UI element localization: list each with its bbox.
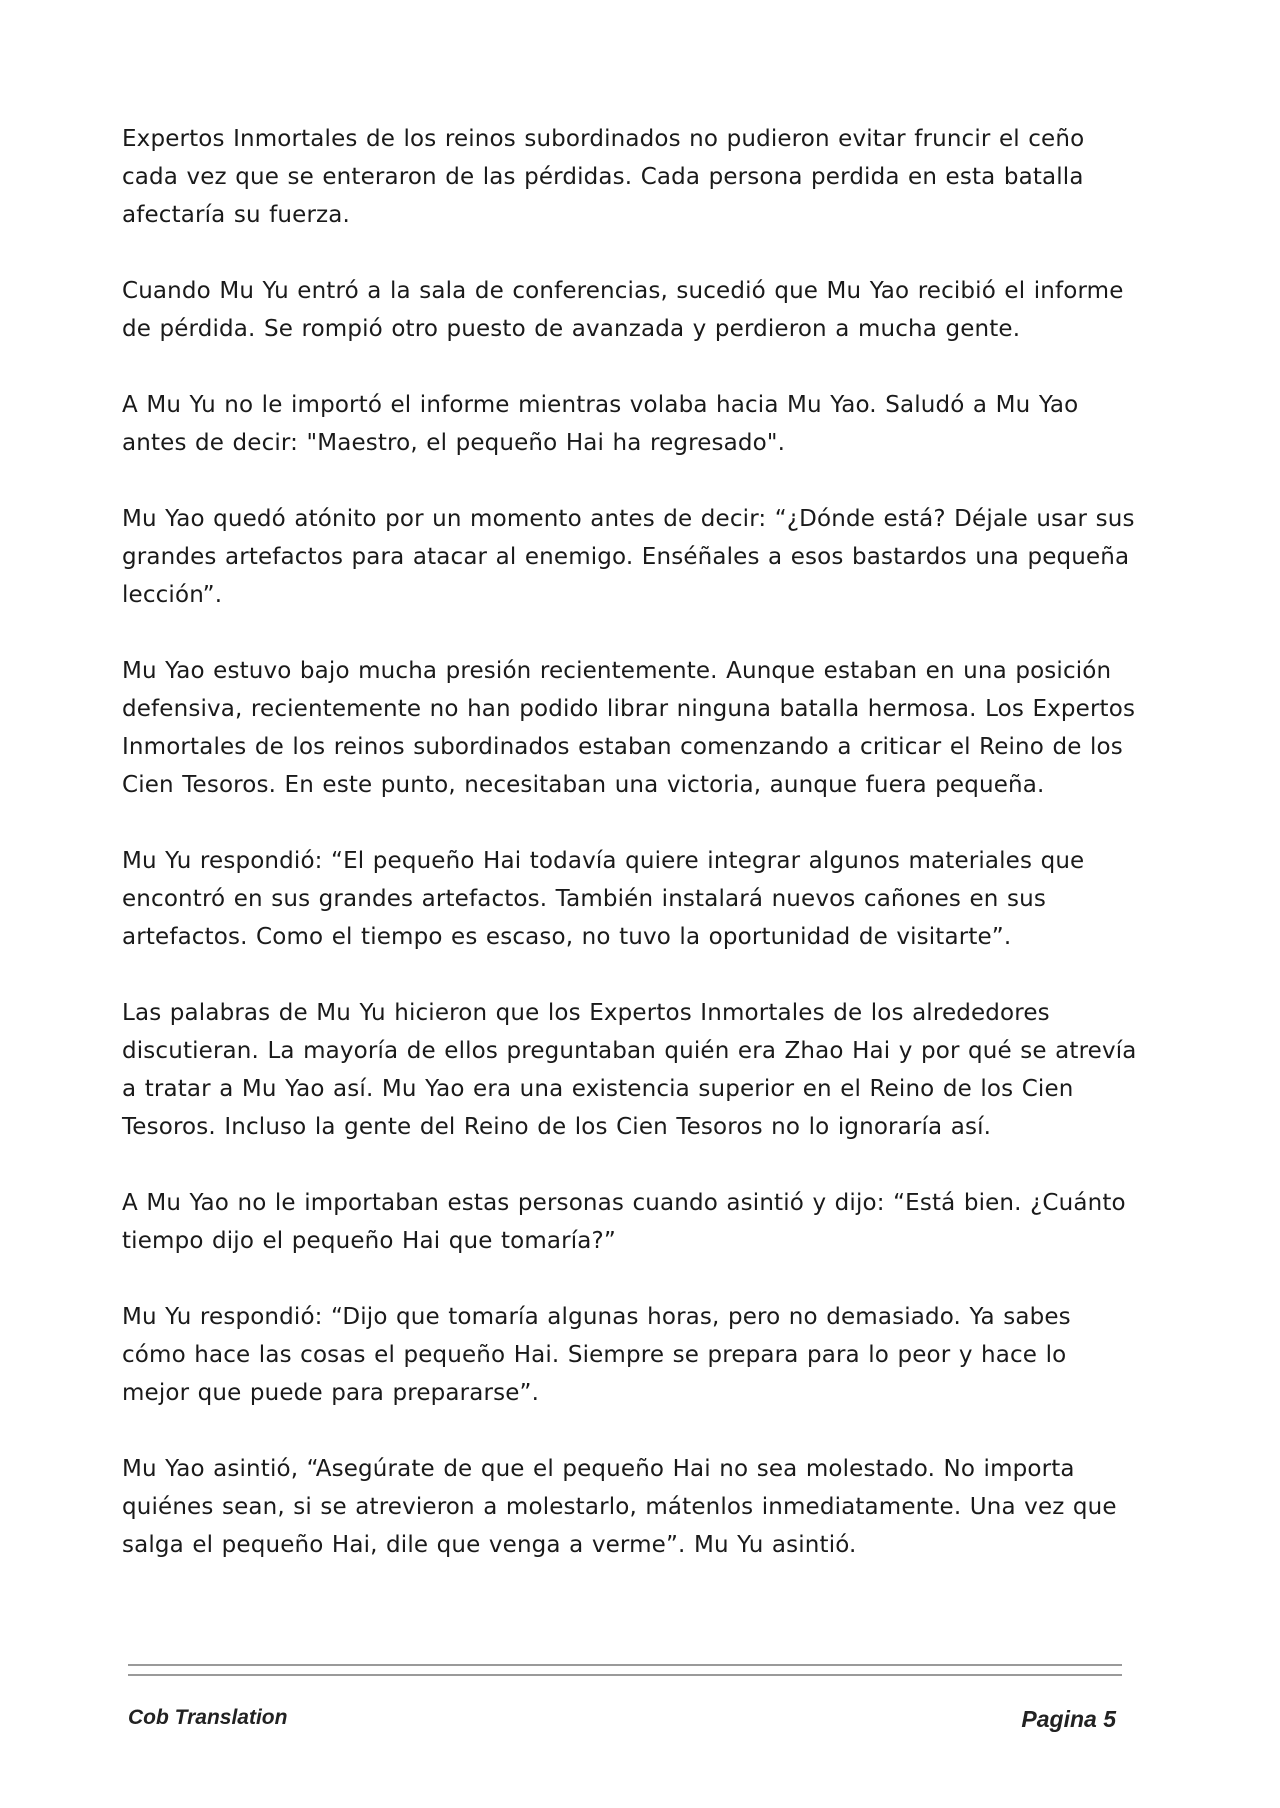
paragraph: Cuando Mu Yu entró a la sala de conferencias, sucedió que Mu Yao recibió el informe de pérdida. Se rompió otro puesto de avanzada y perdieron a mucha gente. (122, 278, 1124, 342)
paragraph: Mu Yao asintió, “Asegúrate de que el pequeño Hai no sea molestado. No importa quiénes sean, si se atrevieron a molestarlo, mátenlos inmediatamente. Una vez que salga el pequeño Hai, dile que venga a verme”. Mu Yu asintió. (122, 1456, 1117, 1558)
paragraph: Mu Yu respondió: “El pequeño Hai todavía quiere integrar algunos materiales que encontró en sus grandes artefactos. También instalará nuevos cañones en sus artefactos. Como el tiempo es escaso, no tuvo la oportunidad de visitarte”. (122, 848, 1085, 950)
footer-divider-bottom (128, 1674, 1122, 1676)
paragraph: Mu Yao quedó atónito por un momento antes de decir: “¿Dónde está? Déjale usar sus grandes artefactos para atacar al enemigo. Enséñales a esos bastardos una pequeña lección”. (122, 506, 1135, 608)
paragraph: Mu Yao estuvo bajo mucha presión recientemente. Aunque estaban en una posición defensiva, recientemente no han podido librar ninguna batalla hermosa. Los Expertos Inmortales de los reinos subordinados estaban comenzando a criticar el Reino de los Cien Tesoros. En este punto, necesitaban una victoria, aunque fuera pequeña. (122, 658, 1136, 798)
body-text (122, 120, 1137, 1602)
footer-page-number: Pagina 5 (1021, 1706, 1116, 1732)
paragraph: Mu Yu respondió: “Dijo que tomaría algunas horas, pero no demasiado. Ya sabes cómo hace las cosas el pequeño Hai. Siempre se prepara para lo peor y hace lo mejor que puede para prepararse”. (122, 1304, 1071, 1406)
footer-translator-credit: Cob Translation (128, 1706, 288, 1729)
footer-divider-top (128, 1664, 1122, 1666)
paragraph: Expertos Inmortales de los reinos subordinados no pudieron evitar fruncir el ceño cada vez que se enteraron de las pérdidas. Cada persona perdida en esta batalla afectaría su fuerza. (122, 126, 1085, 228)
paragraph: A Mu Yu no le importó el informe mientras volaba hacia Mu Yao. Saludó a Mu Yao antes de decir: "Maestro, el pequeño Hai ha regresado". (122, 392, 1079, 456)
paragraph: Las palabras de Mu Yu hicieron que los Expertos Inmortales de los alrededores discutieran. La mayoría de ellos preguntaban quién era Zhao Hai y por qué se atrevía a tratar a Mu Yao así. Mu Yao era una existencia superior en el Reino de los Cien Tesoros. Incluso la gente del Reino de los Cien Tesoros no lo ignoraría así. (122, 1000, 1137, 1140)
paragraph: A Mu Yao no le importaban estas personas cuando asintió y dijo: “Está bien. ¿Cuánto tiempo dijo el pequeño Hai que tomaría?” (122, 1190, 1126, 1254)
